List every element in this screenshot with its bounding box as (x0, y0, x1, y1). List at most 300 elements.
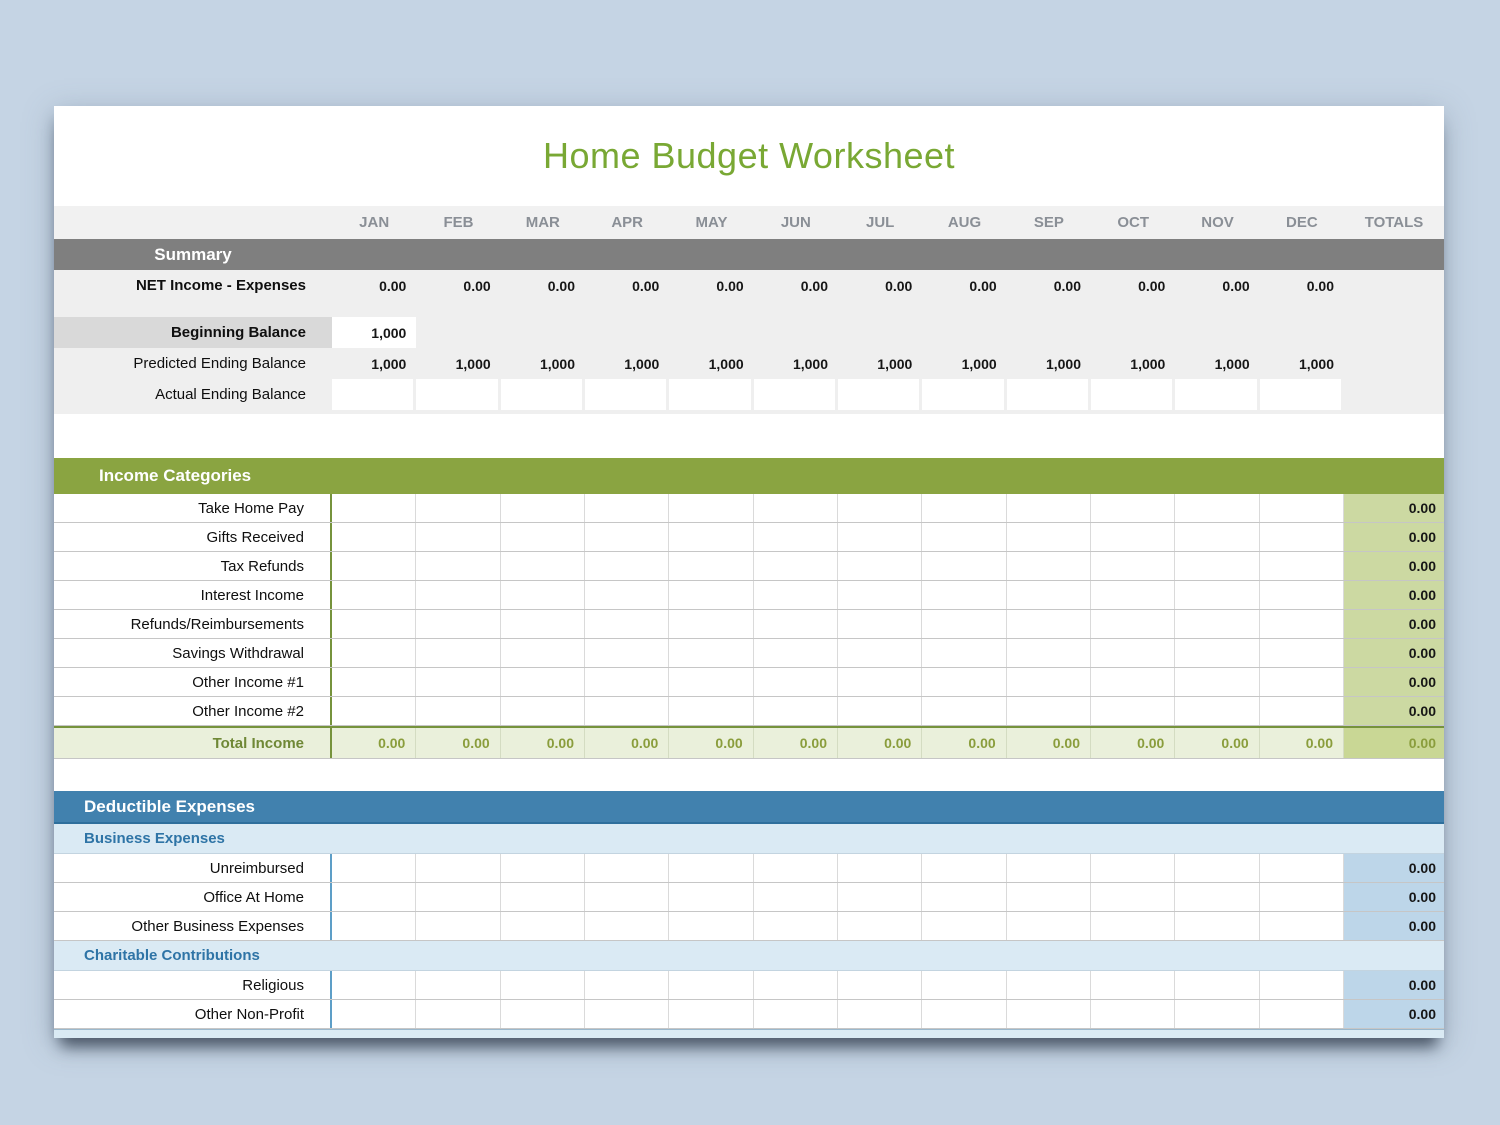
cell-jan[interactable] (332, 697, 416, 725)
cell-oct[interactable] (1091, 639, 1175, 667)
cell-totals[interactable]: 0.00 (1344, 883, 1444, 911)
cell-jul[interactable] (838, 912, 922, 940)
cell-feb[interactable] (416, 639, 500, 667)
cell-nov[interactable] (1175, 854, 1259, 882)
column-header-dec: DEC (1285, 214, 1318, 231)
cell-nov[interactable] (1175, 697, 1259, 725)
cell-dec[interactable]: 1,000 (1298, 355, 1334, 372)
cell-feb[interactable] (416, 610, 500, 638)
cell-jul[interactable] (838, 1000, 922, 1028)
cell-oct[interactable] (1091, 523, 1175, 551)
cell-totals[interactable] (1344, 348, 1444, 379)
cell-may[interactable] (669, 697, 753, 725)
summary-rows (54, 270, 1444, 410)
cell-jul[interactable] (838, 971, 922, 999)
cell-may[interactable] (669, 639, 753, 667)
row-label[interactable]: Savings Withdrawal (54, 639, 332, 667)
cell-nov[interactable] (1175, 1000, 1259, 1028)
column-header-jan: JAN (359, 214, 390, 231)
cell-aug[interactable] (922, 552, 1006, 580)
cell-jan[interactable] (332, 494, 416, 522)
summary-row-predict (54, 348, 1444, 379)
cell-oct[interactable] (1091, 883, 1175, 911)
cell-jan[interactable] (332, 581, 416, 609)
cell-aug[interactable] (922, 639, 1006, 667)
cell-jul[interactable] (838, 552, 922, 580)
cell-sep[interactable] (1007, 379, 1091, 410)
cell-may[interactable] (669, 854, 753, 882)
cell-totals[interactable]: 0.00 (1344, 494, 1444, 522)
worksheet-title: Home Budget Worksheet (542, 135, 956, 176)
cell-jun[interactable] (754, 610, 838, 638)
cell-feb[interactable] (416, 379, 500, 410)
cell-sep[interactable] (1007, 697, 1091, 725)
cell-sep[interactable] (1007, 494, 1091, 522)
cell-jul[interactable] (838, 854, 922, 882)
cell-mar[interactable] (501, 668, 585, 696)
cell-sep[interactable] (1007, 639, 1091, 667)
cell-dec[interactable] (1260, 552, 1344, 580)
column-header-row (54, 206, 1444, 239)
cell-feb[interactable]: 1,000 (455, 355, 491, 372)
cell-may[interactable] (669, 379, 753, 410)
cell-apr[interactable] (585, 639, 669, 667)
cell-oct[interactable] (1091, 610, 1175, 638)
cell-sep[interactable] (1007, 668, 1091, 696)
cell-nov[interactable] (1175, 971, 1259, 999)
summary-section-title: Summary (154, 244, 232, 264)
cell-may[interactable] (669, 912, 753, 940)
cell-may[interactable]: 1,000 (708, 355, 744, 372)
cell-aug[interactable] (922, 1000, 1006, 1028)
expense-row (54, 883, 1444, 912)
cell-aug[interactable] (922, 971, 1006, 999)
cell-sep[interactable] (1007, 552, 1091, 580)
expense-row (54, 912, 1444, 941)
summary-section (54, 239, 1444, 414)
cell-totals[interactable] (1344, 317, 1444, 348)
expense-subheader: Business Expenses (54, 824, 1444, 854)
cell-dec[interactable]: 0.00 (1306, 277, 1334, 294)
cell-oct[interactable]: 0.00 (1138, 277, 1166, 294)
column-header-feb: FEB (443, 214, 474, 231)
cell-jul[interactable] (838, 379, 922, 410)
cell-mar[interactable] (501, 523, 585, 551)
cell-sep[interactable] (1007, 317, 1091, 348)
cell-may[interactable] (669, 552, 753, 580)
cell-jan[interactable] (332, 971, 416, 999)
cell-apr[interactable] (585, 1000, 669, 1028)
cell-dec[interactable] (1260, 379, 1344, 410)
cell-jun[interactable] (754, 854, 838, 882)
cell-nov[interactable] (1175, 379, 1259, 410)
cell-aug[interactable] (922, 854, 1006, 882)
cell-totals[interactable] (1344, 379, 1444, 410)
cell-mar[interactable] (501, 610, 585, 638)
cell-dec[interactable] (1260, 697, 1344, 725)
cell-aug[interactable] (922, 912, 1006, 940)
cell-totals[interactable]: 0.00 (1344, 610, 1444, 638)
cell-may[interactable]: 0.00 (716, 277, 744, 294)
cell-sep[interactable] (1007, 883, 1091, 911)
row-label[interactable]: Take Home Pay (54, 494, 332, 522)
cell-jun[interactable]: 1,000 (792, 355, 828, 372)
cell-aug[interactable] (922, 494, 1006, 522)
cell-aug[interactable] (922, 697, 1006, 725)
cell-oct[interactable] (1091, 581, 1175, 609)
cell-aug[interactable] (922, 379, 1006, 410)
cell-jun[interactable] (754, 697, 838, 725)
row-label[interactable]: Predicted Ending Balance (133, 355, 306, 372)
column-header-oct: OCT (1117, 214, 1149, 231)
cell-oct[interactable] (1091, 317, 1175, 348)
cell-may[interactable] (669, 494, 753, 522)
cell-nov[interactable] (1175, 610, 1259, 638)
row-label[interactable]: Other Business Expenses (54, 912, 332, 940)
cell-sep[interactable]: 1,000 (1045, 355, 1081, 372)
cell-totals[interactable]: 0.00 (1344, 1000, 1444, 1028)
cell-totals[interactable]: 0.00 (1344, 912, 1444, 940)
cell-dec[interactable] (1260, 971, 1344, 999)
cell-feb[interactable] (416, 668, 500, 696)
cell-nov[interactable] (1175, 668, 1259, 696)
cell-totals[interactable]: 0.00 (1344, 552, 1444, 580)
cell-jan[interactable] (332, 854, 416, 882)
cell-apr[interactable] (585, 581, 669, 609)
cell-feb[interactable] (416, 883, 500, 911)
expense-row (54, 1000, 1444, 1029)
cell-feb[interactable] (416, 494, 500, 522)
row-label[interactable]: Total Income (54, 728, 332, 758)
income-section-title: Income Categories (99, 466, 252, 485)
cell-oct[interactable] (1091, 854, 1175, 882)
cell-totals[interactable]: 0.00 (1344, 728, 1444, 758)
cell-aug[interactable] (922, 317, 1006, 348)
cell-dec[interactable] (1260, 639, 1344, 667)
income-row (54, 639, 1444, 668)
cell-dec[interactable] (1260, 883, 1344, 911)
cell-jul[interactable]: 1,000 (877, 355, 913, 372)
cell-mar[interactable] (501, 317, 585, 348)
cell-jul[interactable]: 0.00 (838, 728, 922, 758)
column-header-jun: JUN (780, 214, 811, 231)
cell-jul[interactable] (838, 610, 922, 638)
cell-apr[interactable] (585, 854, 669, 882)
row-label[interactable]: Actual Ending Balance (155, 386, 306, 403)
cell-totals[interactable]: 0.00 (1344, 854, 1444, 882)
cell-jul[interactable] (838, 697, 922, 725)
cell-aug[interactable] (922, 523, 1006, 551)
income-section-bar (54, 458, 1444, 494)
row-label[interactable]: Refunds/Reimbursements (54, 610, 332, 638)
cell-totals[interactable]: 0.00 (1344, 523, 1444, 551)
cell-nov[interactable]: 0.00 (1175, 728, 1259, 758)
cell-jul[interactable] (838, 581, 922, 609)
cell-oct[interactable] (1091, 912, 1175, 940)
cell-jan[interactable] (332, 1000, 416, 1028)
cell-apr[interactable] (585, 523, 669, 551)
cell-dec[interactable] (1260, 610, 1344, 638)
column-header-jul: JUL (865, 214, 895, 231)
row-label[interactable]: Beginning Balance (54, 317, 332, 348)
summary-row-begin (54, 317, 1444, 348)
expenses-section-title: Deductible Expenses (84, 796, 256, 816)
cell-sep[interactable]: 0.00 (1007, 728, 1091, 758)
cell-dec[interactable] (1260, 523, 1344, 551)
cell-jan[interactable]: 1,000 (371, 355, 407, 372)
summary-section-bar (54, 239, 1444, 270)
cell-jun[interactable]: 0.00 (800, 277, 828, 294)
cell-totals[interactable]: 0.00 (1344, 639, 1444, 667)
cell-sep[interactable]: 0.00 (1053, 277, 1081, 294)
cell-nov[interactable] (1175, 912, 1259, 940)
cell-dec[interactable] (1260, 668, 1344, 696)
cell-jul[interactable]: 0.00 (885, 277, 913, 294)
cell-totals[interactable]: 0.00 (1344, 581, 1444, 609)
cell-feb[interactable] (416, 581, 500, 609)
cell-apr[interactable]: 0.00 (585, 728, 669, 758)
column-header-apr: APR (611, 214, 643, 231)
expense-row (54, 854, 1444, 883)
cell-jun[interactable] (754, 639, 838, 667)
cell-jan[interactable] (332, 523, 416, 551)
cell-sep[interactable] (1007, 912, 1091, 940)
cell-apr[interactable] (585, 912, 669, 940)
cell-oct[interactable] (1091, 1000, 1175, 1028)
cell-nov[interactable]: 1,000 (1214, 355, 1250, 372)
cell-oct[interactable] (1091, 971, 1175, 999)
cell-feb[interactable] (416, 552, 500, 580)
cell-jan[interactable] (332, 610, 416, 638)
cell-dec[interactable]: 0.00 (1260, 728, 1344, 758)
row-label[interactable]: Other Income #2 (54, 697, 332, 725)
cell-dec[interactable] (1260, 912, 1344, 940)
cell-oct[interactable] (1091, 668, 1175, 696)
cell-mar[interactable] (501, 883, 585, 911)
cell-jan[interactable] (332, 912, 416, 940)
cell-may[interactable] (669, 610, 753, 638)
income-rows (54, 494, 1444, 726)
cutoff-next-section (54, 1029, 1444, 1038)
cell-aug[interactable] (922, 581, 1006, 609)
column-header-mar: MAR (525, 214, 560, 231)
cell-mar[interactable] (501, 697, 585, 725)
cell-totals[interactable]: 0.00 (1344, 971, 1444, 999)
row-label[interactable]: Office At Home (54, 883, 332, 911)
cell-mar[interactable] (501, 1000, 585, 1028)
cell-mar[interactable] (501, 912, 585, 940)
cell-mar[interactable]: 0.00 (501, 728, 585, 758)
cell-jun[interactable] (754, 494, 838, 522)
cell-aug[interactable]: 0.00 (922, 728, 1006, 758)
cell-jun[interactable]: 0.00 (754, 728, 838, 758)
expense-row (54, 971, 1444, 1000)
expenses-section-bar (54, 791, 1444, 824)
cell-oct[interactable] (1091, 379, 1175, 410)
cell-mar[interactable] (501, 971, 585, 999)
cell-apr[interactable] (585, 883, 669, 911)
cell-oct[interactable] (1091, 494, 1175, 522)
column-header-aug: AUG (947, 214, 982, 231)
cell-apr[interactable] (585, 317, 669, 348)
cell-apr[interactable]: 0.00 (632, 277, 660, 294)
cell-nov[interactable] (1175, 494, 1259, 522)
income-row (54, 697, 1444, 726)
cell-sep[interactable] (1007, 581, 1091, 609)
cell-jan[interactable]: 0.00 (332, 728, 416, 758)
cell-apr[interactable] (585, 379, 669, 410)
total-income-row (54, 726, 1444, 759)
row-label[interactable]: Unreimbursed (54, 854, 332, 882)
income-row (54, 494, 1444, 523)
cell-feb[interactable] (416, 971, 500, 999)
budget-worksheet (54, 106, 1444, 1038)
cell-apr[interactable] (585, 610, 669, 638)
cell-nov[interactable] (1175, 523, 1259, 551)
cell-may[interactable] (669, 668, 753, 696)
cell-feb[interactable] (416, 697, 500, 725)
row-label[interactable]: Other Income #1 (54, 668, 332, 696)
cell-mar[interactable] (501, 854, 585, 882)
cell-sep[interactable] (1007, 854, 1091, 882)
cell-oct[interactable] (1091, 552, 1175, 580)
cell-may[interactable]: 0.00 (669, 728, 753, 758)
cell-jun[interactable] (754, 552, 838, 580)
cell-mar[interactable] (501, 494, 585, 522)
row-label[interactable]: Other Non-Profit (54, 1000, 332, 1028)
cell-mar[interactable] (501, 581, 585, 609)
cell-nov[interactable] (1175, 552, 1259, 580)
cell-jul[interactable] (838, 639, 922, 667)
cell-nov[interactable] (1175, 883, 1259, 911)
cell-apr[interactable] (585, 668, 669, 696)
cell-apr[interactable] (585, 971, 669, 999)
cell-mar[interactable] (501, 379, 585, 410)
section-gap (54, 414, 1444, 458)
section-gap (54, 759, 1444, 791)
column-header-sep: SEP (1033, 214, 1064, 231)
row-label[interactable]: Gifts Received (54, 523, 332, 551)
cell-apr[interactable] (585, 494, 669, 522)
cell-nov[interactable] (1175, 639, 1259, 667)
cell-jul[interactable] (838, 523, 922, 551)
income-row (54, 581, 1444, 610)
cell-nov[interactable] (1175, 317, 1259, 348)
income-row (54, 523, 1444, 552)
row-label[interactable]: Tax Refunds (54, 552, 332, 580)
row-label[interactable]: Religious (54, 971, 332, 999)
cell-jun[interactable] (754, 317, 838, 348)
cell-aug[interactable]: 0.00 (969, 277, 997, 294)
cell-may[interactable] (669, 581, 753, 609)
row-label[interactable]: Interest Income (54, 581, 332, 609)
cell-may[interactable] (669, 883, 753, 911)
cell-jan[interactable]: 1,000 (332, 317, 416, 348)
cell-dec[interactable] (1260, 1000, 1344, 1028)
cell-mar[interactable]: 0.00 (547, 277, 575, 294)
cell-apr[interactable] (585, 697, 669, 725)
cell-jan[interactable] (332, 639, 416, 667)
cell-jan[interactable]: 0.00 (379, 277, 407, 294)
cell-totals[interactable]: 0.00 (1344, 668, 1444, 696)
cell-mar[interactable]: 1,000 (539, 355, 575, 372)
cell-dec[interactable] (1260, 581, 1344, 609)
cell-feb[interactable] (416, 317, 500, 348)
cell-jun[interactable] (754, 971, 838, 999)
cell-aug[interactable] (922, 610, 1006, 638)
cell-jun[interactable] (754, 379, 838, 410)
cell-apr[interactable]: 1,000 (624, 355, 660, 372)
cell-aug[interactable] (922, 668, 1006, 696)
cell-jun[interactable] (754, 523, 838, 551)
cell-mar[interactable] (501, 552, 585, 580)
cell-jul[interactable] (838, 668, 922, 696)
cell-jul[interactable] (838, 494, 922, 522)
cell-oct[interactable]: 0.00 (1091, 728, 1175, 758)
cell-totals[interactable]: 0.00 (1344, 697, 1444, 725)
cell-mar[interactable] (501, 639, 585, 667)
income-row (54, 668, 1444, 697)
cell-feb[interactable] (416, 854, 500, 882)
cell-jul[interactable] (838, 883, 922, 911)
cell-may[interactable] (669, 523, 753, 551)
summary-row-net (54, 270, 1444, 301)
cell-jan[interactable] (332, 668, 416, 696)
cell-feb[interactable] (416, 1000, 500, 1028)
cell-jun[interactable] (754, 912, 838, 940)
row-label[interactable]: NET Income - Expenses (135, 277, 306, 294)
income-row (54, 610, 1444, 639)
cell-sep[interactable] (1007, 971, 1091, 999)
cell-dec[interactable] (1260, 854, 1344, 882)
cell-aug[interactable] (922, 883, 1006, 911)
cell-may[interactable] (669, 317, 753, 348)
cell-feb[interactable]: 0.00 (416, 728, 500, 758)
cell-jan[interactable] (332, 552, 416, 580)
cell-jun[interactable] (754, 581, 838, 609)
cell-may[interactable] (669, 1000, 753, 1028)
title-area (54, 106, 1444, 206)
cell-aug[interactable]: 1,000 (961, 355, 997, 372)
expense-groups (54, 824, 1444, 1029)
cell-feb[interactable] (416, 523, 500, 551)
cell-jun[interactable] (754, 883, 838, 911)
cell-oct[interactable]: 1,000 (1130, 355, 1166, 372)
cell-jun[interactable] (754, 668, 838, 696)
cell-dec[interactable] (1260, 494, 1344, 522)
cell-sep[interactable] (1007, 523, 1091, 551)
cell-feb[interactable] (416, 912, 500, 940)
income-row (54, 552, 1444, 581)
cell-may[interactable] (669, 971, 753, 999)
cell-nov[interactable]: 0.00 (1222, 277, 1250, 294)
cell-apr[interactable] (585, 552, 669, 580)
column-header-totals: TOTALS (1364, 214, 1424, 231)
cell-dec[interactable] (1260, 317, 1344, 348)
cell-jul[interactable] (838, 317, 922, 348)
cell-jan[interactable] (332, 883, 416, 911)
cell-sep[interactable] (1007, 1000, 1091, 1028)
column-header-may: MAY (695, 214, 728, 231)
cell-feb[interactable]: 0.00 (463, 277, 491, 294)
column-header-nov: NOV (1201, 214, 1234, 231)
cell-jun[interactable] (754, 1000, 838, 1028)
cell-nov[interactable] (1175, 581, 1259, 609)
cell-totals[interactable] (1344, 270, 1444, 301)
cell-oct[interactable] (1091, 697, 1175, 725)
cell-sep[interactable] (1007, 610, 1091, 638)
cell-jan[interactable] (332, 379, 416, 410)
